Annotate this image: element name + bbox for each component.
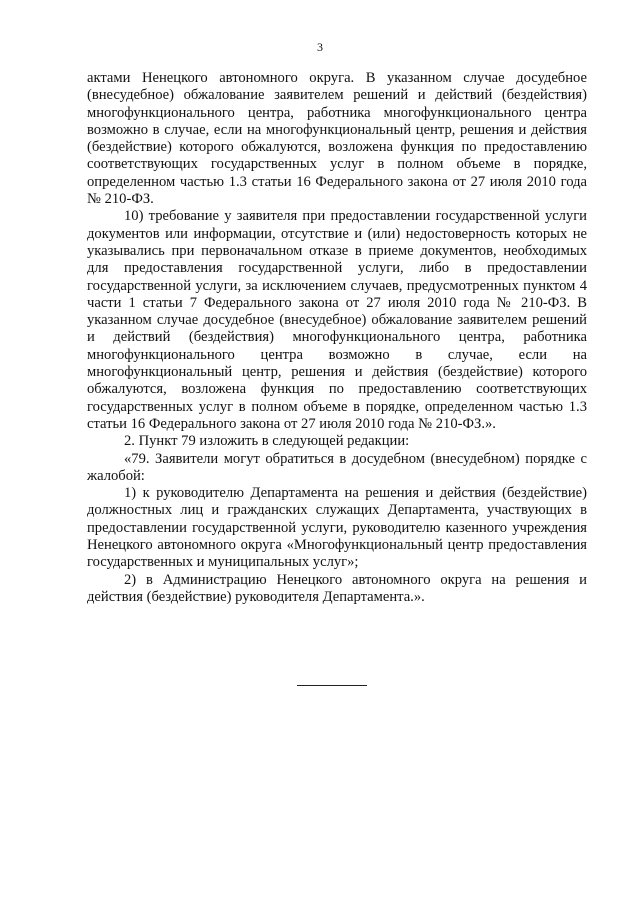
paragraph-item-10: 10) требование у заявителя при предоставлении государственной услуги документов или информации, отсутствие и (или) недостоверность которых не указывались при первоначальном отказе в приеме документов, необходимых для предоставления государственной услуги, либо в предоставлении государственной услуги, за исключением случаев, предусмотренных пунктом 4 части 1 статьи 7 Федерального закона от 27 июля 2010 года № 210-ФЗ. В указанном случае досудебное (внесудебное) обжалование заявителем решений и действий (бездействия) многофункционального центра, работника многофункционального центра возможно в случае, если на многофункциональный центр, решения и действия (бездействие) которого обжалуются, возложена функция по предоставлению соответствующих государственных услуг в полном объеме в порядке, определенном частью 1.3 статьи 16 Федерального закона от 27 июля 2010 года № 210-ФЗ.». (87, 208, 587, 432)
page-number: 3 (317, 40, 323, 54)
paragraph-continuation: актами Ненецкого автономного округа. В указанном случае досудебное (внесудебное) обжалование заявителем решений и действий (бездействия) многофункционального центра, работника многофункционального центра возможно в случае, если на многофункциональный центр, решения и действия (бездействие) которого обжалуются, возложена функция по предоставлению соответствующих государственных услуг в полном объеме в порядке, определенном частью 1.3 статьи 16 Федерального закона от 27 июля 2010 года № 210-ФЗ. (87, 70, 587, 208)
paragraph-subitem-2: 2) в Администрацию Ненецкого автономного округа на решения и действия (бездействие) руководителя Департамента.». (87, 571, 587, 605)
document-body (87, 70, 587, 606)
paragraph-point-79: «79. Заявители могут обратиться в досудебном (внесудебном) порядке с жалобой: (87, 450, 587, 484)
paragraph-point-2: 2. Пункт 79 изложить в следующей редакции: (124, 433, 410, 450)
closing-separator-line (297, 685, 367, 686)
paragraph-subitem-1: 1) к руководителю Департамента на решения и действия (бездействие) должностных лиц и гражданских служащих Департамента, участвующих в предоставлении государственной услуги, руководителю казенного учреждения Ненецкого автономного округа «Многофункциональный центр предоставления государственных и муниципальных услуг»; (87, 485, 587, 571)
